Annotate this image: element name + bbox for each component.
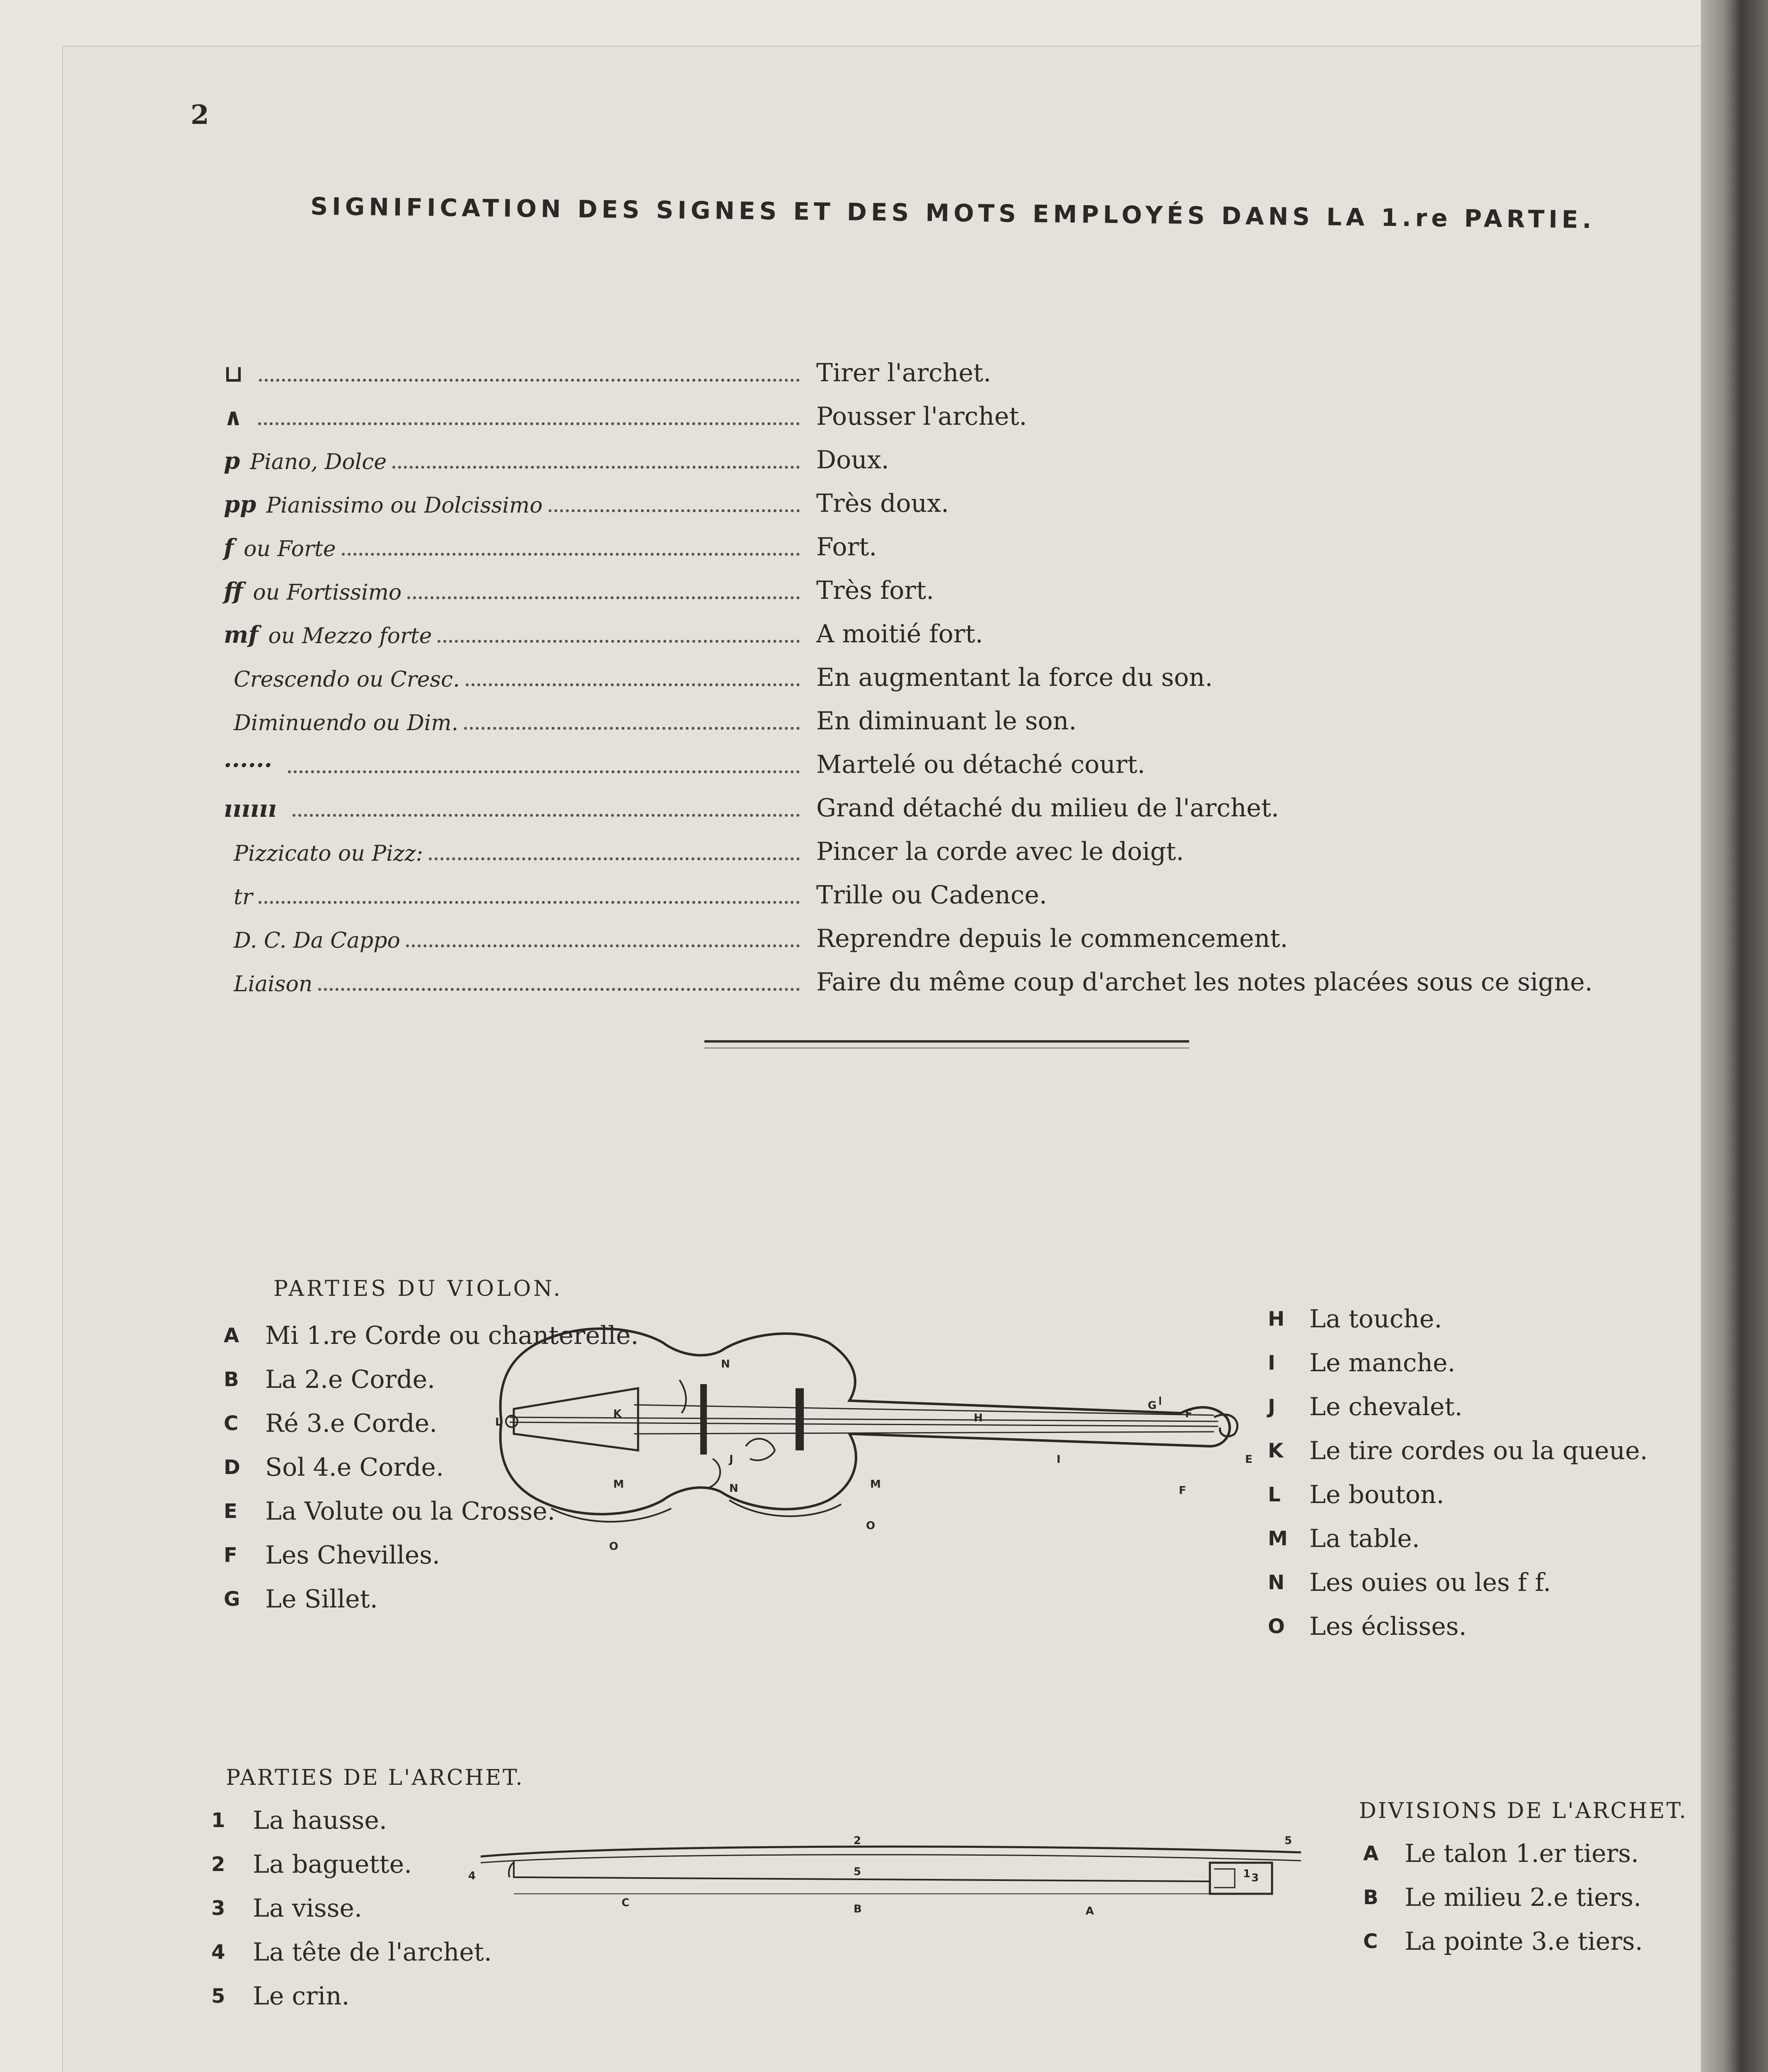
part-key: H	[1268, 1307, 1285, 1331]
sign-row	[224, 387, 1674, 431]
sign-meaning: Très doux.	[816, 489, 949, 518]
part-key: 4	[211, 1941, 225, 1964]
violin-label-i: I	[1057, 1453, 1061, 1466]
violin-parts-title: PARTIES DU VIOLON.	[273, 1276, 563, 1301]
sign-left	[224, 534, 804, 562]
violin-label-m-right: M	[870, 1478, 881, 1491]
sign-meaning: Trille ou Cadence.	[816, 881, 1047, 910]
sign-meaning: Fort.	[816, 533, 877, 562]
bow-parts-title: PARTIES DE L'ARCHET.	[226, 1765, 524, 1790]
sign-meaning: Faire du même coup d'archet les notes placées sous ce signe.	[816, 968, 1593, 997]
leader-dots	[429, 857, 800, 860]
violin-label-o-right: O	[866, 1520, 876, 1532]
part-key: J	[1268, 1395, 1275, 1418]
bow-label-5-top: 5	[1284, 1835, 1292, 1847]
leader-dots	[438, 639, 800, 643]
violin-label-e: E	[1245, 1453, 1253, 1466]
part-text: La touche.	[1309, 1305, 1442, 1334]
violin-label-h: H	[974, 1412, 983, 1424]
part-key: 5	[211, 1985, 225, 2008]
sign-row	[224, 953, 1674, 997]
sign-meaning: Doux.	[816, 445, 889, 474]
part-text: Ré 3.e Corde.	[265, 1409, 438, 1438]
part-text: Mi 1.re Corde ou chanterelle.	[265, 1321, 639, 1350]
part-text: Le crin.	[253, 1982, 350, 2011]
bow-label-5: 5	[854, 1866, 861, 1878]
leader-dots	[259, 378, 800, 382]
sign-symbol: p	[224, 447, 240, 474]
sign-term: D. C. Da Cappo	[234, 928, 400, 953]
part-key: A	[1363, 1842, 1379, 1865]
part-item	[1363, 1920, 1643, 1963]
leader-dots	[258, 422, 800, 425]
sign-meaning: Pincer la corde avec le doigt.	[816, 837, 1184, 866]
sign-left	[224, 621, 804, 649]
part-text: Le tire cordes ou la queue.	[1309, 1436, 1648, 1465]
sign-row	[224, 474, 1674, 518]
part-text: Sol 4.e Corde.	[265, 1453, 444, 1482]
page-number: 2	[191, 99, 209, 131]
leader-dots	[318, 988, 800, 991]
page-title: SIGNIFICATION DES SIGNES ET DES MOTS EMPLOYÉS DANS LA 1.re PARTIE.	[310, 192, 1596, 234]
violin-label-f-bottom: F	[1179, 1484, 1186, 1497]
sign-row	[224, 779, 1674, 823]
sign-term: Diminuendo ou Dim.	[234, 711, 459, 736]
part-key: C	[1363, 1930, 1378, 1953]
sign-meaning: Martelé ou détaché court.	[816, 750, 1145, 779]
part-item	[211, 1974, 492, 2018]
bow-divisions-list	[1363, 1832, 1643, 1963]
sign-left	[224, 578, 804, 605]
part-item	[211, 1886, 492, 1930]
leader-dots	[288, 770, 800, 773]
bow-label-2: 2	[854, 1835, 861, 1847]
sign-left	[224, 447, 804, 474]
part-text: Les ouies ou les f f.	[1309, 1568, 1551, 1597]
leader-dots	[464, 726, 800, 730]
sign-left	[224, 491, 804, 518]
sign-term: tr	[234, 885, 253, 910]
leader-dots	[466, 683, 800, 686]
leader-dots	[293, 813, 800, 817]
part-key: 3	[211, 1897, 225, 1920]
sign-term: Piano, Dolce	[250, 450, 387, 474]
sign-left	[224, 841, 804, 866]
bow-parts-list	[211, 1798, 492, 2018]
sign-meaning: Grand détaché du milieu de l'archet.	[816, 794, 1279, 823]
part-text: La visse.	[253, 1894, 362, 1923]
sign-symbol: mf	[224, 621, 259, 649]
part-text: Le chevalet.	[1309, 1392, 1463, 1421]
part-item	[211, 1798, 492, 1842]
book-binding-edge	[1701, 0, 1768, 2072]
part-key: B	[224, 1368, 239, 1391]
part-text: La baguette.	[253, 1850, 412, 1879]
sign-meaning: Pousser l'archet.	[816, 402, 1027, 431]
bow-label-c: C	[622, 1897, 630, 1909]
part-text: Le bouton.	[1309, 1480, 1444, 1509]
part-key: E	[224, 1500, 237, 1523]
sign-symbol: ······	[224, 752, 272, 779]
sign-row	[224, 649, 1674, 692]
sign-symbol: ff	[224, 578, 243, 605]
sign-symbol: ∧	[224, 404, 243, 431]
leader-dots	[342, 552, 800, 556]
bow-label-1: 1	[1243, 1868, 1251, 1880]
sign-left	[224, 360, 804, 387]
part-item	[1268, 1429, 1648, 1473]
sign-term: Liaison	[234, 972, 313, 997]
part-key: M	[1268, 1527, 1288, 1550]
bow-label-3: 3	[1251, 1872, 1259, 1884]
sign-row	[224, 736, 1674, 779]
violin-label-j: J	[729, 1453, 733, 1466]
bow-label-4: 4	[468, 1870, 476, 1882]
violin-parts-right-list	[1268, 1297, 1648, 1648]
leader-dots	[259, 900, 800, 904]
part-key: L	[1268, 1483, 1281, 1506]
violin-label-l: L	[495, 1416, 502, 1428]
violin-label-o-left: O	[609, 1540, 619, 1553]
leader-dots	[549, 509, 800, 512]
part-item	[1268, 1605, 1648, 1648]
sign-symbol: pp	[224, 491, 256, 518]
sign-row	[224, 692, 1674, 736]
part-item	[211, 1842, 492, 1886]
part-key: G	[224, 1588, 240, 1611]
sign-row	[224, 866, 1674, 910]
sign-symbol: ⊔	[224, 360, 243, 387]
part-key: B	[1363, 1886, 1379, 1909]
sign-row	[224, 823, 1674, 866]
part-item	[1268, 1561, 1648, 1605]
part-text: La 2.e Corde.	[265, 1365, 435, 1394]
sign-row	[224, 431, 1674, 474]
part-text: Les Chevilles.	[265, 1541, 440, 1570]
part-item	[1268, 1517, 1648, 1561]
part-key: C	[224, 1412, 239, 1435]
part-item	[1268, 1385, 1648, 1429]
part-key: N	[1268, 1571, 1285, 1594]
sign-row	[224, 910, 1674, 953]
sign-row	[224, 344, 1674, 387]
part-key: 1	[211, 1809, 225, 1832]
bow-label-b: B	[854, 1903, 862, 1915]
violin-label-g: G	[1148, 1399, 1157, 1412]
sign-left	[224, 795, 804, 823]
divider-rule	[704, 1040, 1189, 1043]
sign-row	[224, 605, 1674, 649]
part-key: O	[1268, 1615, 1285, 1638]
bow-diagram	[456, 1815, 1326, 1939]
violin-label-k: K	[613, 1408, 622, 1420]
part-text: Le milieu 2.e tiers.	[1405, 1883, 1642, 1912]
sign-row	[224, 518, 1674, 562]
part-key: F	[224, 1544, 237, 1567]
sign-meaning: En diminuant le son.	[816, 707, 1077, 736]
sign-left	[224, 667, 804, 692]
part-key: K	[1268, 1439, 1284, 1462]
violin-label-n-bottom: N	[729, 1482, 738, 1495]
bow-divisions-title: DIVISIONS DE L'ARCHET.	[1359, 1798, 1688, 1823]
sign-term: ou Fortissimo	[253, 580, 402, 605]
part-text: La pointe 3.e tiers.	[1405, 1927, 1643, 1956]
leader-dots	[406, 944, 800, 947]
sign-meaning: A moitié fort.	[816, 620, 983, 649]
sign-symbol: f	[224, 534, 234, 562]
violin-label-n-top: N	[721, 1358, 730, 1370]
sign-left	[224, 885, 804, 910]
violin-diagram	[456, 1297, 1268, 1587]
part-item	[1363, 1832, 1643, 1876]
sign-term: Crescendo ou Cresc.	[234, 667, 460, 692]
sign-meaning: En augmentant la force du son.	[816, 663, 1213, 692]
violin-label-m-left: M	[613, 1478, 624, 1491]
part-item	[1268, 1341, 1648, 1385]
part-item	[1363, 1876, 1643, 1920]
part-text: Le talon 1.er tiers.	[1405, 1839, 1639, 1868]
sign-meaning: Reprendre depuis le commencement.	[816, 924, 1288, 953]
part-text: Le Sillet.	[265, 1585, 378, 1614]
part-key: D	[224, 1456, 240, 1479]
sign-left	[224, 404, 804, 431]
sign-left	[224, 928, 804, 953]
part-key: I	[1268, 1351, 1275, 1375]
sign-left	[224, 752, 804, 779]
part-text: La Volute ou la Crosse.	[265, 1497, 555, 1526]
part-item	[211, 1930, 492, 1974]
part-text: La hausse.	[253, 1806, 387, 1835]
sign-symbol: ıııııı	[224, 795, 277, 823]
sign-left	[224, 711, 804, 736]
violin-label-f-top: F	[1185, 1408, 1192, 1420]
sign-term: Pizzicato ou Pizz:	[234, 841, 423, 866]
leader-dots	[392, 465, 800, 469]
sign-term: ou Forte	[244, 537, 336, 562]
part-text: Le manche.	[1309, 1348, 1456, 1377]
part-text: La tête de l'archet.	[253, 1938, 492, 1967]
part-text: Les éclisses.	[1309, 1612, 1467, 1641]
leader-dots	[407, 596, 800, 599]
bow-label-a: A	[1086, 1905, 1094, 1917]
signs-table	[224, 344, 1674, 997]
sign-meaning: Tirer l'archet.	[816, 358, 992, 387]
part-item	[1268, 1473, 1648, 1517]
part-text: La table.	[1309, 1524, 1420, 1553]
sign-row	[224, 562, 1674, 605]
part-key: 2	[211, 1853, 225, 1876]
sign-term: ou Mezzo forte	[268, 624, 432, 649]
sign-meaning: Très fort.	[816, 576, 934, 605]
sign-term: Pianissimo ou Dolcissimo	[266, 493, 543, 518]
part-key: A	[224, 1324, 239, 1347]
sign-left	[224, 972, 804, 997]
part-item	[1268, 1297, 1648, 1341]
